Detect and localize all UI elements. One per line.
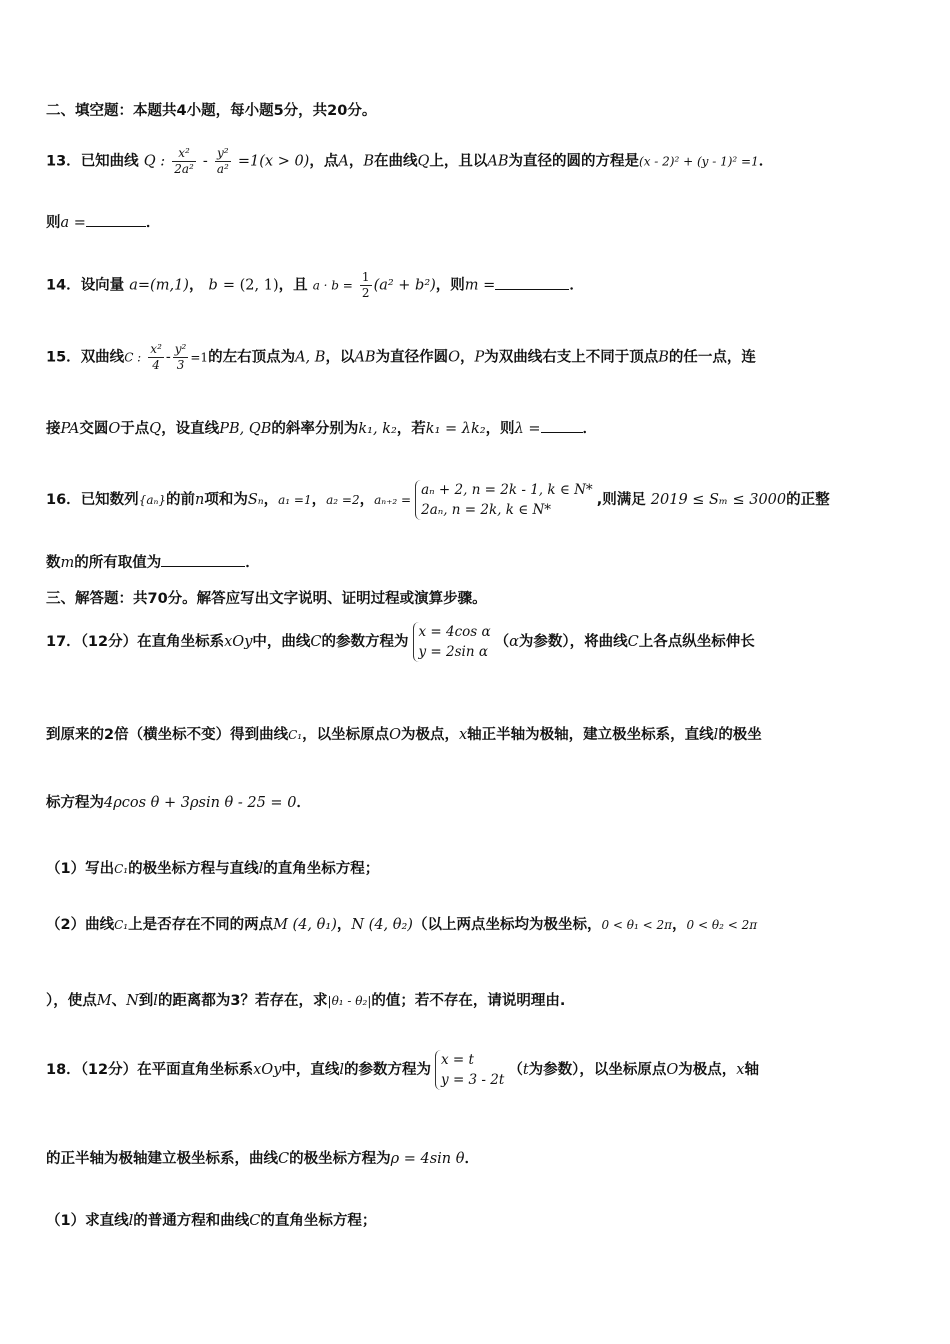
text: （ <box>494 634 510 650</box>
question-17-part-2-line-2 <box>46 990 916 1012</box>
text: ， <box>188 277 204 294</box>
text: ,则满足 <box>596 492 646 508</box>
math: M <box>96 993 112 1009</box>
math: α <box>509 634 519 650</box>
text: 的极坐 <box>718 727 762 743</box>
question-13-line-2 <box>46 212 916 234</box>
math: {aₙ} <box>138 493 166 507</box>
case-line: 2aₙ, n = 2k, k ∈ N* <box>421 502 552 518</box>
text: ． <box>296 795 311 811</box>
text: 、 <box>111 993 127 1009</box>
text: 的直角坐标方程； <box>263 861 380 877</box>
math: a <box>129 277 138 294</box>
math: a = <box>60 215 86 231</box>
text: 交圆 <box>79 421 109 437</box>
text: 的极坐标方程与直线 <box>128 861 259 877</box>
text: 已知数列 <box>80 492 139 508</box>
math: Q : <box>143 153 166 170</box>
fraction <box>360 270 372 301</box>
math: O <box>389 727 401 743</box>
text: 在曲线 <box>373 153 418 170</box>
math: C <box>278 1151 290 1167</box>
text: ， <box>263 492 279 508</box>
math: O <box>666 1062 679 1078</box>
text: 接 <box>46 421 61 437</box>
text: 中，直线 <box>281 1062 340 1078</box>
math: =1(x > 0) <box>237 153 310 170</box>
math: |θ₁ - θ₂| <box>327 994 372 1008</box>
math: = (2, 1) <box>222 277 279 294</box>
text: ，且 <box>278 277 308 294</box>
text: 为直径的圆的方程是 <box>508 153 640 170</box>
math: xOy <box>253 1062 282 1078</box>
text: ． <box>464 1151 479 1167</box>
math: N <box>126 993 139 1009</box>
math: λ = <box>514 421 541 437</box>
math: l <box>153 993 158 1009</box>
parametric-system <box>435 1050 504 1090</box>
question-18-part-1 <box>46 1210 916 1232</box>
text: 标方程为 <box>46 795 104 811</box>
text: 中，曲线 <box>252 634 311 650</box>
math: m <box>60 555 75 571</box>
text: （12分）在平面直角坐标系 <box>80 1062 254 1078</box>
math: =(m,1) <box>137 277 189 294</box>
text: 则 <box>46 215 61 231</box>
text: 已知曲线 <box>80 153 139 170</box>
math: (x - 2)² + (y - 1)² =1 <box>639 154 759 169</box>
answer-blank[interactable] <box>541 418 583 433</box>
text: 设向量 <box>80 277 125 294</box>
fraction-numerator: y² <box>215 146 231 162</box>
math: l <box>339 1062 345 1078</box>
text: 的正整 <box>786 492 830 508</box>
system-line: y = 2sin α <box>418 644 488 660</box>
math: l <box>713 727 719 743</box>
text: 的斜率分别为 <box>271 421 359 437</box>
text: 的任一点，连 <box>668 349 756 366</box>
question-16-line-2 <box>46 552 916 574</box>
text: ），使点 <box>46 993 97 1009</box>
math: 4ρcos θ + 3ρsin θ - 25 = 0 <box>104 795 297 811</box>
text: 的距离都为3？若存在，求 <box>157 993 328 1009</box>
math: AB <box>354 349 376 366</box>
math: A <box>338 153 349 170</box>
fraction-denominator: 3 <box>176 358 185 372</box>
math: a₂ =2 <box>326 493 360 507</box>
math: C₁ <box>114 918 129 932</box>
text: 的普通方程和曲线 <box>133 1213 250 1229</box>
math: b <box>208 277 218 294</box>
text: ，若 <box>396 421 426 437</box>
text: （1）写出 <box>46 861 115 877</box>
system-line: x = 4cos α <box>418 624 491 640</box>
math: k₁, k₂ <box>358 421 397 437</box>
math: aₙ₊₂ = <box>374 493 412 507</box>
text: （1）求直线 <box>46 1213 129 1229</box>
math: Q <box>149 421 162 437</box>
math: PA <box>60 421 80 437</box>
math: =1 <box>190 350 209 365</box>
math: - <box>202 153 208 170</box>
fraction-numerator: 1 <box>361 270 370 284</box>
text: 双曲线 <box>80 349 125 366</box>
math: k₁ = λk₂ <box>425 421 486 437</box>
fraction-denominator: 4 <box>152 358 160 372</box>
text: （ <box>508 1062 523 1078</box>
math: x <box>736 1062 745 1078</box>
math: a · b = <box>312 278 353 293</box>
math: A, B <box>295 349 326 366</box>
math: B <box>363 153 374 170</box>
fraction <box>173 342 189 373</box>
text: 为参数），以坐标原点 <box>528 1062 667 1078</box>
section-heading-solutions <box>46 588 916 610</box>
text: 为极点， <box>678 1062 737 1078</box>
text: 轴 <box>744 1062 759 1078</box>
question-17-line-2 <box>46 724 916 746</box>
text: 的所有取值为 <box>74 555 162 571</box>
math: Sₙ <box>247 492 264 508</box>
text: （2）曲线 <box>46 917 115 933</box>
text: ，以 <box>325 349 355 366</box>
question-18 <box>46 1048 916 1092</box>
fraction <box>172 146 196 177</box>
question-16 <box>46 478 916 522</box>
text: 到 <box>138 993 154 1009</box>
math: a₁ =1 <box>278 493 312 507</box>
text: ，设直线 <box>161 421 220 437</box>
text: ，以坐标原点 <box>302 727 390 743</box>
text: 的左右顶点为 <box>208 349 296 366</box>
math: AB <box>487 153 509 170</box>
question-17 <box>46 620 916 664</box>
text: ． <box>245 555 260 571</box>
text: 上是否存在不同的两点 <box>128 917 274 933</box>
math: M (4, θ₁) <box>273 917 337 933</box>
text: ． <box>145 215 161 231</box>
math: t <box>522 1062 529 1078</box>
question-number: 16． <box>46 492 81 508</box>
math: ρ = 4sin θ <box>390 1151 465 1167</box>
text: 于点 <box>120 421 150 437</box>
math: 2019 ≤ Sₘ ≤ 3000 <box>650 492 787 508</box>
fraction-numerator: y² <box>174 342 187 356</box>
text: 到原来的2倍（横坐标不变）得到曲线 <box>46 727 289 743</box>
math: B <box>658 349 669 366</box>
text: 为双曲线右支上不同于顶点 <box>484 349 659 366</box>
system-line: y = 3 - 2t <box>441 1072 505 1088</box>
text: ． <box>569 277 584 294</box>
fraction-denominator: 2 <box>361 286 370 300</box>
math: O <box>108 421 121 437</box>
text: 上各点纵坐标伸长 <box>638 634 755 650</box>
text: ，点 <box>309 153 339 170</box>
text: ， <box>336 917 352 933</box>
answer-blank[interactable] <box>161 552 245 567</box>
text: 轴正半轴为极轴，建立极坐标系，直线 <box>467 727 714 743</box>
fraction-numerator: x² <box>150 342 162 356</box>
text: ， <box>311 492 327 508</box>
question-number: 13． <box>46 153 81 170</box>
text: 的极坐标方程为 <box>289 1151 391 1167</box>
math: l <box>258 861 264 877</box>
text: 为极点， <box>400 727 459 743</box>
question-number: 15． <box>46 349 81 366</box>
math: l <box>128 1213 134 1229</box>
section-heading-text: 二、填空题：本题共4小题，每小题5分，共20分。 <box>46 103 377 119</box>
answer-blank[interactable] <box>495 275 569 290</box>
text: 的前 <box>165 492 195 508</box>
text: ， <box>459 349 475 366</box>
text: 的直角坐标方程； <box>260 1213 377 1229</box>
fraction <box>215 146 231 177</box>
fraction-numerator: x² <box>172 146 196 162</box>
case-line: aₙ + 2, n = 2k - 1, k ∈ N* <box>421 482 593 498</box>
question-number: 14． <box>46 277 81 294</box>
math: O <box>448 349 460 366</box>
text: ， <box>359 492 375 508</box>
question-17-part-2 <box>46 914 916 936</box>
math: P <box>474 349 485 366</box>
fraction <box>148 342 164 373</box>
math: C₁ <box>288 728 303 742</box>
math: N (4, θ₂) <box>351 917 413 933</box>
text: 的参数方程为 <box>344 1062 432 1078</box>
question-13 <box>46 146 916 177</box>
text: 的参数方程为 <box>321 634 409 650</box>
question-number: 17． <box>46 634 81 650</box>
text: ， <box>348 153 364 170</box>
math: PB, QB <box>219 421 272 437</box>
math: m = <box>464 277 496 294</box>
text: 数 <box>46 555 61 571</box>
math: n <box>194 492 205 508</box>
text: 为直径作圆 <box>375 349 449 366</box>
text: （以上两点坐标均为极坐标， <box>412 917 602 933</box>
question-17-line-3 <box>46 792 916 814</box>
text: ． <box>582 421 598 437</box>
question-number: 18． <box>46 1062 81 1078</box>
text: 的正半轴为极轴建立极坐标系，曲线 <box>46 1151 278 1167</box>
question-15 <box>46 342 916 373</box>
math: 0 < θ₁ < 2π <box>601 918 673 932</box>
text: ，则 <box>485 421 515 437</box>
question-17-part-1 <box>46 858 916 880</box>
parametric-system <box>413 622 491 662</box>
math: C <box>627 634 639 650</box>
math: 0 < θ₂ < 2π <box>686 918 758 932</box>
text: 的值；若不存在，请说明理由. <box>371 993 566 1009</box>
fraction-denominator: a² <box>216 162 229 176</box>
math: C <box>249 1213 261 1229</box>
question-14 <box>46 270 916 301</box>
answer-blank[interactable] <box>86 212 146 227</box>
text: 上，且以 <box>429 153 488 170</box>
math: x <box>458 727 468 743</box>
math: (a² + b²) <box>373 277 436 294</box>
math: C₁ <box>114 862 129 876</box>
question-18-line-2 <box>46 1148 916 1170</box>
math: C <box>310 634 322 650</box>
fraction-denominator: 2a² <box>174 162 194 176</box>
math: Q <box>417 153 430 170</box>
text: ． <box>758 153 774 170</box>
math: - <box>165 349 171 366</box>
text: 项和为 <box>204 492 248 508</box>
section-heading-text: 三、解答题：共70分。解答应写出文字说明、证明过程或演算步骤。 <box>46 591 487 607</box>
text: ，则 <box>435 277 465 294</box>
math: C : <box>124 350 142 365</box>
text: 为参数），将曲线 <box>518 634 628 650</box>
question-15-line-2 <box>46 418 916 440</box>
section-heading-fill-blank <box>46 100 916 122</box>
system-line: x = t <box>441 1052 474 1068</box>
math: xOy <box>224 634 253 650</box>
text: ， <box>672 917 687 933</box>
text: （12分）在直角坐标系 <box>80 634 225 650</box>
piecewise-definition <box>415 480 593 520</box>
